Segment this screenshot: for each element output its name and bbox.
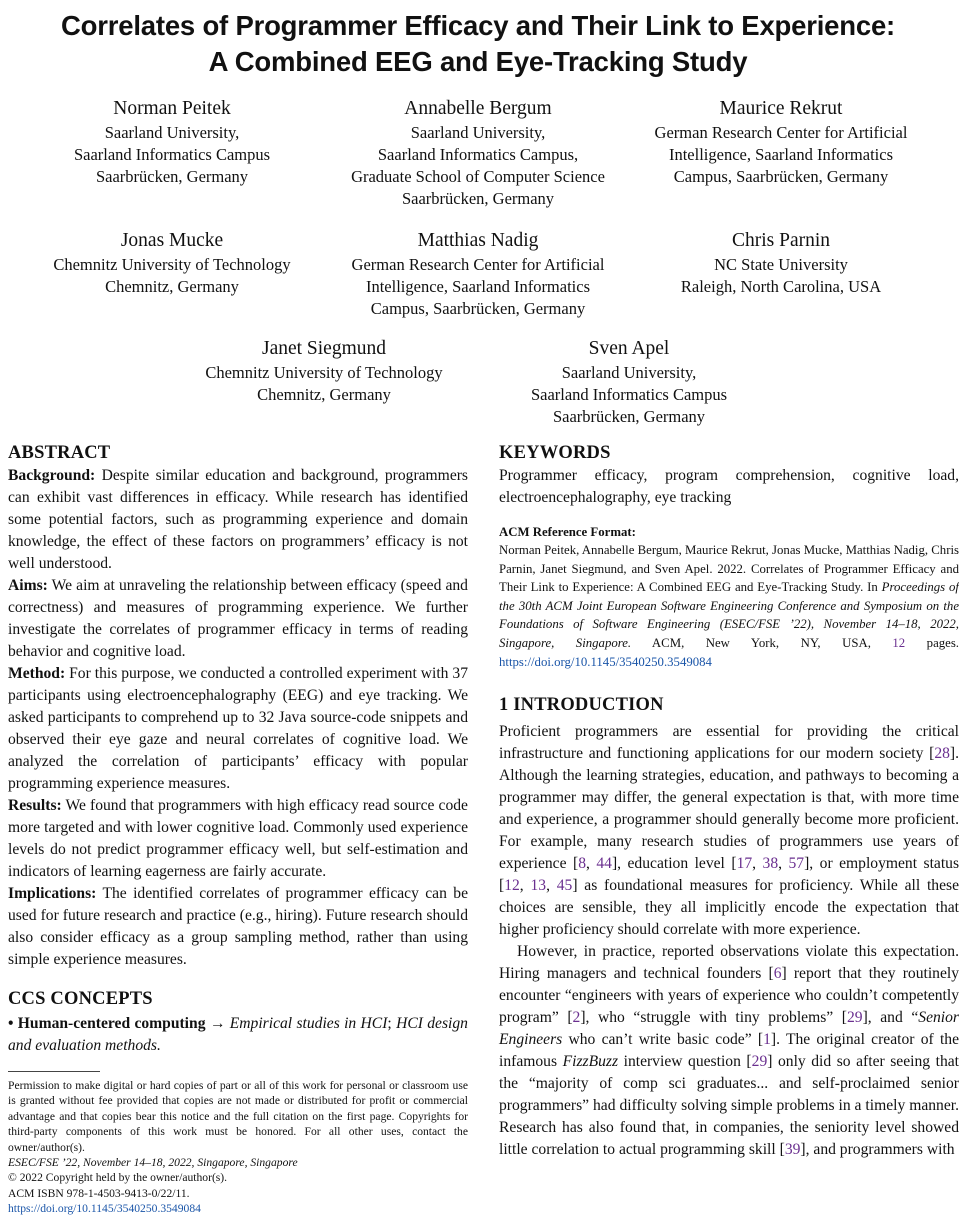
intro-emphasis: FizzBuzz <box>562 1053 619 1071</box>
author-affiliation: Chemnitz University of Technology <box>205 363 443 382</box>
abstract-background <box>8 465 468 575</box>
isbn-line: ACM ISBN 978-1-4503-9413-0/22/11. <box>8 1186 190 1200</box>
intro-text: ] only did so after seeing that the “majority of comp sci graduates... and self-proclaimed senior programmers” had difficulty solving simple problems in a timely manner. Research has also found that, in companies, the seniority level showed little correlation to actual programming skill [ <box>499 1053 959 1159</box>
ccs-bullet: • <box>8 1015 14 1032</box>
intro-text: ], and “ <box>862 1009 919 1027</box>
intro-emphasis: Senior Engineers <box>499 1009 959 1049</box>
author-name: Jonas Mucke <box>120 230 224 251</box>
ccs-concepts <box>8 1013 468 1057</box>
intro-text: ]. Although the learning strategies, education, and pathways to becoming a programmer may differ, the general expectation is that, with more time and experience, a programmer should generally become more proficient. For example, many research studies of programmers use years of experience [ <box>499 745 959 873</box>
author-name: Chris Parnin <box>731 230 831 251</box>
citation-link[interactable]: 29 <box>847 1009 863 1027</box>
author-affiliation: Saarland Informatics Campus <box>73 145 271 164</box>
left-column <box>8 441 468 1217</box>
citation-link[interactable]: 57 <box>788 855 805 873</box>
author-affiliation: German Research Center for Artificial <box>351 255 605 274</box>
acm-reference-pages-word: pages. <box>926 635 959 650</box>
author-affiliation: Saarland Informatics Campus <box>530 385 728 404</box>
author-affiliation: Campus, Saarbrücken, Germany <box>370 299 586 318</box>
intro-text: However, in practice, reported observations violate this expectation. Hiring managers and technical founders [ <box>499 943 959 983</box>
right-column <box>499 441 959 1161</box>
intro-text: ]. The original creator of the infamous <box>499 1031 959 1071</box>
intro-text: ], who “struggle with tiny problems” [ <box>580 1009 847 1027</box>
citation-link[interactable]: 8 <box>578 855 586 873</box>
author-affiliation: Intelligence, Saarland Informatics <box>365 277 591 296</box>
acm-reference-heading: ACM Reference Format: <box>499 525 636 539</box>
citation-link[interactable]: 29 <box>751 1053 768 1071</box>
ccs-heading: CCS CONCEPTS <box>8 989 153 1009</box>
author-block <box>681 228 881 298</box>
author-name: Norman Peitek <box>113 98 231 119</box>
author-affiliation: Campus, Saarbrücken, Germany <box>673 167 889 186</box>
author-affiliation: Raleigh, North Carolina, USA <box>680 277 882 296</box>
citation-link[interactable]: 6 <box>773 965 782 983</box>
citation-link[interactable]: 12 <box>504 877 520 895</box>
author-affiliation: German Research Center for Artificial <box>654 123 908 142</box>
author-affiliation: Saarbrücken, Germany <box>95 167 249 186</box>
acm-reference-proceedings: Proceedings of the 30th ACM Joint European Software Engineering Conference and Symposium on the Foundations of Software Engineering (ESEC/FSE ’22), November 14–18, 2022, Singapore, Singapore. <box>499 580 959 650</box>
introduction-body <box>499 721 959 1161</box>
intro-text: who can’t write basic code” [ <box>562 1031 764 1049</box>
author-affiliation: NC State University <box>714 255 848 274</box>
author-block <box>655 96 908 188</box>
keywords-text: Programmer efficacy, program comprehension, cognitive load, electroencephalography, eye tracking <box>499 467 959 506</box>
intro-text: ], or employment status [ <box>499 855 959 895</box>
author-affiliation: Saarland Informatics Campus, <box>377 145 579 164</box>
abstract-method-text: For this purpose, we conducted a controlled experiment with 37 participants using electroencephalography (EEG) and eye tracking. We asked participants to comprehend up to 32 Java source-code snippets and observed their eye gaze and neural correlates of cognitive load. We analyzed the correlation of participants’ efficacy with popular programming experience measures. <box>8 665 468 792</box>
author-affiliation: Saarland University, <box>104 123 240 142</box>
author-affiliation: Chemnitz, Germany <box>105 277 239 296</box>
ccs-category: Human-centered computing <box>17 1015 206 1032</box>
citation-link[interactable]: 44 <box>596 855 612 873</box>
abstract-method <box>8 663 468 795</box>
acm-reference-authors: Norman Peitek, Annabelle Bergum, Maurice Rekrut, Jonas Mucke, Matthias Nadig, Chris Parnin, Janet Siegmund, and Sven Apel. 2022. Correlates of Programmer Efficacy and Their Link to Experience: A Combined EEG and Eye-Tracking Study. In <box>499 543 959 595</box>
author-block <box>351 96 605 210</box>
author-affiliation: Saarland University, <box>410 123 546 142</box>
author-name: Maurice Rekrut <box>719 98 843 119</box>
abstract-heading: ABSTRACT <box>8 443 111 463</box>
author-block <box>205 336 442 406</box>
abstract-results-text: We found that programmers with high efficacy read source code more targeted and with lower cognitive load. Commonly used experience levels do not predict programmer efficacy well, but self-estimation and indicators of learning eagerness are fairly accurate. <box>8 797 468 880</box>
author-affiliation: Intelligence, Saarland Informatics <box>668 145 894 164</box>
intro-text: interview question [ <box>618 1053 752 1071</box>
intro-text: ], and programmers with <box>800 1141 955 1159</box>
ccs-item: HCI design and evaluation methods. <box>8 1015 468 1054</box>
abstract-implications-text: The identified correlates of programmer efficacy can be used for future research and practice (e.g., hiring). Future research should also consider efficacy as a group sampling method, rather than using simple experience measures. <box>8 885 468 968</box>
acm-reference-pages-link[interactable]: 12 <box>892 635 906 650</box>
abstract-implications <box>8 883 468 971</box>
intro-paragraph-1: Proficient programmers are essential for providing the critical infrastructure and functioning applications for our modern society [28]. Although the learning strategies, education, and pathways to becoming a programmer may differ, the general expectation is that, with more time and experience, a programmer should generally become more proficient. For example, many research studies of programmers use years of experience [8, 44], education level [17, 38, 57], or employment status [12, 13, 45] as foundational measures for proficiency. While all these choices are sensible, they all implicitly encode the expectation that higher proficiency should correlate with more experience. <box>499 723 959 939</box>
author-affiliation: Chemnitz University of Technology <box>53 255 291 274</box>
citation-link[interactable]: 45 <box>556 877 573 895</box>
citation-link[interactable]: 38 <box>762 855 779 873</box>
acm-reference-publisher: ACM, New York, NY, USA, <box>651 635 871 650</box>
citation-link[interactable]: 39 <box>784 1141 801 1159</box>
paper-title <box>0 8 956 80</box>
author-name: Sven Apel <box>588 338 670 359</box>
intro-text: ] report that they routinely encounter “engineers with years of experience who couldn’t competently program” [ <box>499 965 959 1027</box>
abstract-background-label: Background: <box>8 467 96 484</box>
author-name: Matthias Nadig <box>417 230 539 251</box>
citation-link[interactable]: 17 <box>736 855 753 873</box>
ccs-item: Empirical studies in HCI <box>229 1015 388 1032</box>
author-affiliation: Chemnitz, Germany <box>257 385 391 404</box>
permission-notice <box>8 1078 468 1217</box>
venue-line: ESEC/FSE ’22, November 14–18, 2022, Singapore, Singapore <box>8 1156 298 1170</box>
intro-text: ], education level [ <box>611 855 737 873</box>
ccs-separator: ; <box>387 1015 392 1032</box>
author-name: Annabelle Bergum <box>404 98 552 119</box>
author-name: Janet Siegmund <box>261 338 387 359</box>
intro-text: Proficient programmers are essential for providing the critical infrastructure and functioning applications for our modern society [ <box>499 723 959 763</box>
acm-reference-doi-link[interactable]: https://doi.org/10.1145/3540250.3549084 <box>499 654 712 669</box>
author-block <box>352 228 605 320</box>
footnote-divider <box>8 1071 100 1072</box>
title-line-2: A Combined EEG and Eye-Tracking Study <box>208 46 748 77</box>
abstract-aims-text: We aim at unraveling the relationship between efficacy (speed and correctness) and measures of programming experience. We further investigate the correlates of programmer efficacy in terms of reading behavior and cognitive load. <box>8 577 468 660</box>
author-block <box>74 96 270 188</box>
abstract-results-label: Results: <box>8 797 62 814</box>
abstract-background-text: Despite similar education and background, programmers can exhibit vast differences in efficacy. While research has identified some potential factors, such as programming experience and domain knowledge, the effect of these factors on programmers’ efficacy is not well understood. <box>8 467 468 572</box>
intro-text: ] as foundational measures for proficiency. While all these choices are sensible, they all implicitly encode the expectation that higher proficiency should correlate with more experience. <box>499 877 959 939</box>
author-affiliation: Saarbrücken, Germany <box>552 407 706 426</box>
permission-text: Permission to make digital or hard copies of part or all of this work for personal or classroom use is granted without fee provided that copies are not made or distributed for profit or commercial advantage and that copies bear this notice and the full citation on the first page. Copyrights for third-party components of this work must be honored. For all other uses, contact the owner/author(s). <box>8 1079 468 1154</box>
abstract-method-label: Method: <box>8 665 66 682</box>
abstract-implications-label: Implications: <box>8 885 97 902</box>
citation-link[interactable]: 2 <box>572 1009 581 1027</box>
author-affiliation: Saarland University, <box>561 363 697 382</box>
abstract-aims <box>8 575 468 663</box>
introduction-heading: 1 INTRODUCTION <box>499 695 664 716</box>
keywords-heading: KEYWORDS <box>499 443 611 463</box>
citation-link[interactable]: 28 <box>934 745 950 763</box>
citation-link[interactable]: 1 <box>763 1031 771 1049</box>
ccs-arrow: → <box>209 1015 226 1032</box>
author-affiliation: Saarbrücken, Germany <box>401 189 555 208</box>
copyright-line: © 2022 Copyright held by the owner/author(s). <box>8 1171 228 1185</box>
acm-reference <box>499 541 959 671</box>
doi-link[interactable]: https://doi.org/10.1145/3540250.3549084 <box>8 1202 201 1216</box>
author-block <box>531 336 727 428</box>
title-line-1: Correlates of Programmer Efficacy and Their Link to Experience: <box>60 10 896 41</box>
abstract-results <box>8 795 468 883</box>
abstract-aims-label: Aims: <box>8 577 48 594</box>
author-affiliation: Graduate School of Computer Science <box>351 167 605 186</box>
author-block <box>53 228 290 298</box>
citation-link[interactable]: 13 <box>530 877 547 895</box>
intro-paragraph-2 <box>499 941 959 1161</box>
